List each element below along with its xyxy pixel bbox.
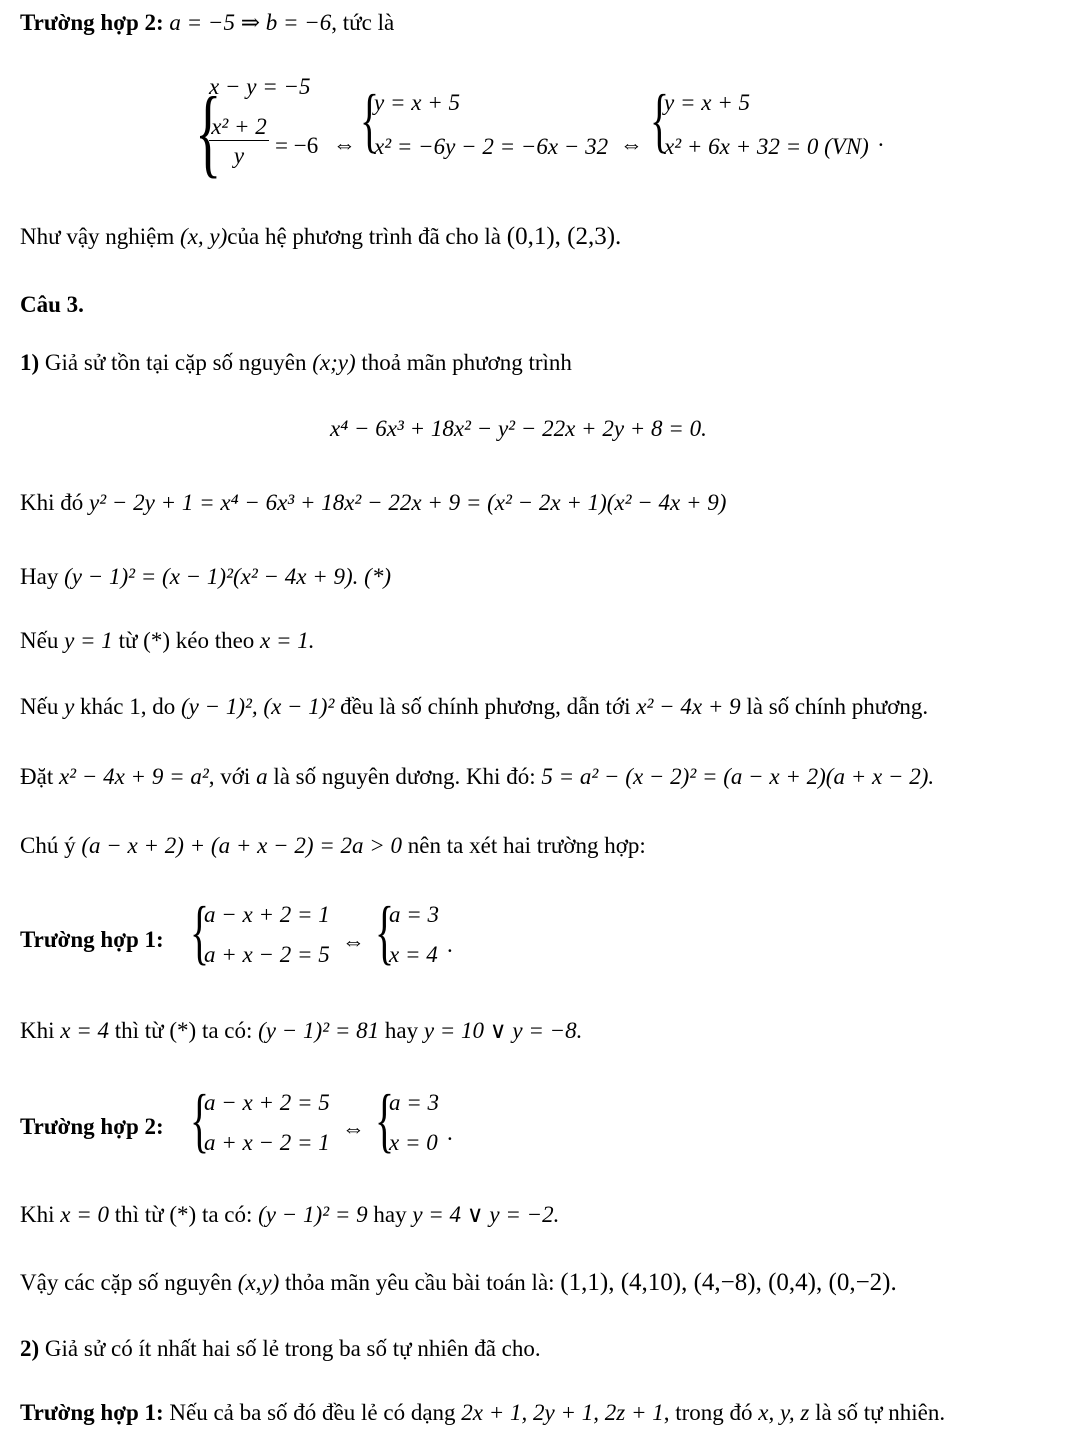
khi0-c: thì từ (*) ta có: bbox=[114, 1202, 253, 1227]
chuy-a: Chú ý bbox=[20, 833, 76, 858]
case2-tail: , tức là bbox=[331, 10, 395, 35]
case2-line bbox=[20, 8, 394, 38]
th2-label: Trường hợp 2: bbox=[20, 1114, 164, 1139]
khido-equation: y² − 2y + 1 = x⁴ − 6x³ + 18x² − 22x + 9 = (x² − 2x + 1)(x² − 4x + 9) bbox=[89, 490, 727, 515]
vay-a: Vậy các cặp số nguyên bbox=[20, 1270, 233, 1295]
last-line bbox=[20, 1398, 945, 1428]
dat-b: x² − 4x + 9 = a² bbox=[58, 764, 209, 789]
dat-var: a bbox=[256, 764, 268, 789]
khi0-e: hay bbox=[373, 1202, 407, 1227]
vay-d: (1,1), (4,10), (4,−8), (0,4), (0,−2). bbox=[560, 1269, 897, 1296]
neu2-d: đều là số chính phương, dẫn tới bbox=[340, 694, 631, 719]
part1-intro bbox=[20, 348, 572, 378]
sys2-row1: y = x + 5 bbox=[374, 90, 460, 115]
chuy-b: (a − x + 2) + (a + x − 2) = 2a > 0 bbox=[81, 833, 403, 858]
conclusion-xy: (x, y) bbox=[180, 224, 228, 249]
dat-d: là số nguyên dương. Khi đó: bbox=[273, 764, 536, 789]
th1-row1: a − x + 2 = 1 bbox=[204, 902, 330, 927]
last-d: x, y, z bbox=[758, 1400, 810, 1425]
section-heading: Câu 3. bbox=[20, 292, 84, 317]
neu2-line bbox=[20, 692, 928, 722]
part1-label: 1) bbox=[20, 350, 40, 375]
conclusion-line bbox=[20, 222, 621, 252]
th1-sol2: x = 4 bbox=[389, 942, 438, 967]
th1-row2: a + x − 2 = 5 bbox=[204, 942, 330, 967]
sys3-row1: y = x + 5 bbox=[664, 90, 750, 115]
hay-equation: (y − 1)² = (x − 1)²(x² − 4x + 9). (*) bbox=[64, 564, 391, 589]
main-equation-text: x⁴ − 6x³ + 18x² − y² − 22x + 2y + 8 = 0. bbox=[330, 416, 707, 441]
neu2-f: là số chính phương. bbox=[746, 694, 929, 719]
th2-sol1: a = 3 bbox=[389, 1090, 440, 1115]
part2-text: Giả sử có ít nhất hai số lẻ trong ba số tự nhiên đã cho. bbox=[44, 1336, 541, 1361]
khi4-a: Khi bbox=[20, 1018, 55, 1043]
main-equation bbox=[330, 414, 707, 444]
last-e: là số tự nhiên. bbox=[815, 1400, 946, 1425]
khi0-f: y = 4 ∨ y = −2. bbox=[412, 1202, 560, 1227]
chuy-c: nên ta xét hai trường hợp: bbox=[407, 833, 646, 858]
sys2-row2: x² = −6y − 2 = −6x − 32 bbox=[374, 134, 609, 159]
dat-e: 5 = a² − (x − 2)² = (a − x + 2)(a + x − 2). bbox=[541, 764, 935, 789]
vay-line bbox=[20, 1268, 897, 1298]
chuy-line bbox=[20, 831, 646, 861]
neu2-c: (y − 1)², (x − 1)² bbox=[180, 694, 335, 719]
neu2-e: x² − 4x + 9 bbox=[636, 694, 741, 719]
th2-row1: a − x + 2 = 5 bbox=[204, 1090, 330, 1115]
th2-equiv: ⇔ bbox=[342, 1116, 365, 1141]
khi4-line bbox=[20, 1016, 582, 1046]
neu2-a: Nếu bbox=[20, 694, 59, 719]
part2-label: 2) bbox=[20, 1336, 40, 1361]
dat-line bbox=[20, 762, 934, 792]
sys1-frac-num: x² + 2 bbox=[211, 114, 267, 139]
conclusion-text: Như vậy nghiệm bbox=[20, 224, 175, 249]
last-c: , trong đó bbox=[663, 1400, 753, 1425]
sys3-row2: x² + 6x + 32 = 0 (VN) bbox=[664, 134, 869, 159]
conclusion-mid: của hệ phương trình đã cho là bbox=[227, 224, 501, 249]
dat-c: , với bbox=[208, 764, 251, 789]
neu1-a: Nếu bbox=[20, 628, 59, 653]
sys1-frac-den: y bbox=[233, 143, 245, 168]
sys3-dot: . bbox=[878, 126, 884, 151]
khi0-a: Khi bbox=[20, 1202, 55, 1227]
khi4-d: (y − 1)² = 81 bbox=[258, 1018, 380, 1043]
khi0-d: (y − 1)² = 9 bbox=[258, 1202, 368, 1227]
khi0-b: x = 0 bbox=[60, 1202, 109, 1227]
part1-tail: thoả mãn phương trình bbox=[361, 350, 572, 375]
vay-b: (x,y) bbox=[237, 1270, 280, 1295]
sys1-fraction bbox=[209, 114, 269, 171]
th2-dot: . bbox=[447, 1120, 453, 1145]
vay-c: thỏa mãn yêu cầu bài toán là: bbox=[285, 1270, 555, 1295]
neu1-d: x = 1. bbox=[260, 628, 315, 653]
neu1-c: từ (*) kéo theo bbox=[118, 628, 255, 653]
last-a: Nếu cả ba số đó đều lẻ có dạng bbox=[169, 1400, 456, 1425]
th1-equiv: ⇔ bbox=[342, 929, 365, 954]
khi4-c: thì từ (*) ta có: bbox=[114, 1018, 253, 1043]
last-b: 2x + 1, 2y + 1, 2z + 1 bbox=[461, 1400, 664, 1425]
th1-dot: . bbox=[447, 932, 453, 957]
part1-text: Giả sử tồn tại cặp số nguyên bbox=[44, 350, 307, 375]
neu1-line bbox=[20, 626, 315, 656]
neu2-y: y bbox=[64, 694, 75, 719]
case2-expr: a = −5 ⇒ b = −6 bbox=[169, 10, 332, 35]
hay-line bbox=[20, 562, 391, 592]
th1-sol1: a = 3 bbox=[389, 902, 440, 927]
sys1-row1: x − y = −5 bbox=[209, 74, 311, 99]
conclusion-solution: (0,1), (2,3). bbox=[506, 223, 622, 250]
khi0-line bbox=[20, 1200, 559, 1230]
dat-a: Đặt bbox=[20, 764, 54, 789]
khido-label: Khi đó bbox=[20, 490, 84, 515]
hay-label: Hay bbox=[20, 564, 59, 589]
equiv-1: ⇔ bbox=[333, 132, 356, 157]
th1-label: Trường hợp 1: bbox=[20, 927, 164, 952]
neu2-b: khác 1, do bbox=[80, 694, 176, 719]
sys1-frac-rhs: = −6 bbox=[275, 133, 319, 158]
khi4-e: hay bbox=[384, 1018, 419, 1043]
khi4-b: x = 4 bbox=[60, 1018, 109, 1043]
part1-xy: (x;y) bbox=[312, 350, 356, 375]
case2-label: Trường hợp 2: bbox=[20, 10, 164, 35]
part2-line bbox=[20, 1334, 541, 1364]
last-label: Trường hợp 1: bbox=[20, 1400, 164, 1425]
neu1-b: y = 1 bbox=[64, 628, 113, 653]
th2-sol2: x = 0 bbox=[389, 1130, 438, 1155]
khido-line bbox=[20, 488, 726, 518]
khi4-f: y = 10 ∨ y = −8. bbox=[423, 1018, 583, 1043]
equiv-2: ⇔ bbox=[620, 132, 643, 157]
th2-row2: a + x − 2 = 1 bbox=[204, 1130, 330, 1155]
